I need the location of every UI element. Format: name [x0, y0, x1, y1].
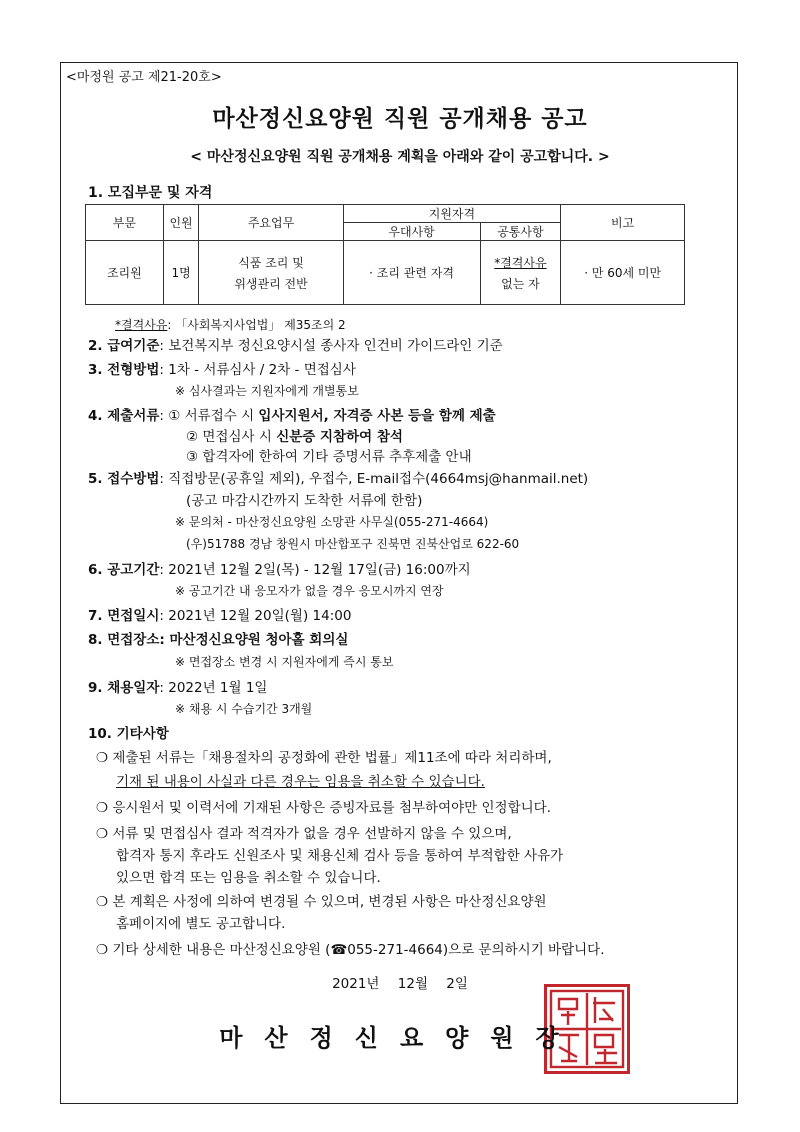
contact-info: ※ 문의처 - 마산정신요양원 소망관 사무실(055-271-4664) — [175, 515, 489, 529]
section-10-title: 10. 기타사항 — [88, 726, 169, 742]
document-subtitle: < 마산정신요양원 직원 공개채용 계획을 아래와 같이 공고합니다. > — [190, 149, 610, 165]
section-8: 8. 면접장소: 마산정신요양원 청아홀 회의실 — [88, 632, 349, 648]
misc-item-5: ❍ 기타 상세한 내용은 마산정신요양원 (☎055-271-4664)으로 문의하시기 바랍니다. — [96, 942, 605, 958]
cell-preferred: · 조리 관련 자격 — [343, 241, 480, 305]
organization-name: 마산정신요양원장 — [219, 1024, 581, 1052]
cell-common: *결격사유 없는 자 — [480, 241, 561, 305]
misc-item-3-cont: 합격자 통지 후라도 신원조사 및 채용신체 검사 등을 통하여 부적합한 사유가 — [116, 848, 564, 864]
section-4-item-2: ② 면접심사 시 신분증 지참하여 참석 — [186, 429, 403, 445]
section-3-note: ※ 심사결과는 지원자에게 개별통보 — [175, 384, 359, 398]
misc-item-4: ❍ 본 계획은 사정에 의하여 변경될 수 있으며, 변경된 사항은 마산정신요양원 — [96, 894, 547, 910]
section-9: 9. 채용일자: 2022년 1월 1일 — [88, 680, 268, 696]
misc-item-3: ❍ 서류 및 면접심사 결과 적격자가 없을 경우 선발하지 않을 수 있으며, — [96, 826, 512, 842]
document-title: 마산정신요양원 직원 공개채용 공고 — [212, 106, 588, 132]
header-duty: 주요업무 — [199, 205, 343, 241]
misc-item-3-cont-2: 있으면 합격 또는 임용을 취소할 수 있습니다. — [116, 870, 381, 886]
section-2: 2. 급여기준: 보건복지부 정신요양시설 종사자 인건비 가이드라인 기준 — [88, 338, 503, 354]
header-count: 인원 — [163, 205, 199, 241]
disqualification-footnote: *결격사유: 「사회복지사업법」 제35조의 2 — [115, 318, 346, 332]
section-7: 7. 면접일시: 2021년 12월 20일(월) 14:00 — [88, 608, 352, 624]
header-note: 비고 — [561, 205, 685, 241]
section-5: 5. 접수방법: 직접방문(공휴일 제외), 우접수, E-mail접수(4664msj@hanmail.net) — [88, 471, 589, 487]
section-1-title: 1. 모집부문 및 자격 — [88, 185, 213, 201]
section-6: 6. 공고기간: 2021년 12월 2일(목) - 12월 17일(금) 16:00까지 — [88, 562, 471, 578]
section-4-item-3: ③ 합격자에 한하여 기타 증명서류 추후제출 안내 — [186, 449, 472, 465]
misc-item-4-cont: 홈페이지에 별도 공고합니다. — [116, 916, 286, 932]
cell-count: 1명 — [163, 241, 199, 305]
header-common: 공통사항 — [480, 223, 561, 241]
cell-dept: 조리원 — [86, 241, 164, 305]
notice-number: <마정원 공고 제21-20호> — [66, 70, 222, 85]
section-9-note: ※ 채용 시 수습기간 3개월 — [175, 702, 313, 716]
cell-note: · 만 60세 미만 — [561, 241, 685, 305]
section-4: 4. 제출서류: ① 서류접수 시 입사지원서, 자격증 사본 등을 함께 제출 — [88, 408, 496, 424]
misc-item-1: ❍ 제출된 서류는「채용절차의 공정화에 관한 법률」제11조에 따라 처리하며, — [96, 750, 552, 766]
section-8-note: ※ 면접장소 변경 시 지원자에게 즉시 통보 — [175, 655, 394, 669]
header-preferred: 우대사항 — [343, 223, 480, 241]
cell-duty: 식품 조리 및 위생관리 전반 — [199, 241, 343, 305]
section-3: 3. 전형방법: 1차 - 서류심사 / 2차 - 면접심사 — [88, 362, 356, 378]
header-qualification: 지원자격 — [343, 205, 561, 223]
section-5-note: (공고 마감시간까지 도착한 서류에 한함) — [186, 493, 423, 509]
requirements-table — [85, 204, 685, 305]
section-6-note: ※ 공고기간 내 응모자가 없을 경우 응모시까지 연장 — [175, 584, 444, 598]
announcement-date: 2021년 12월 2일 — [332, 976, 468, 992]
header-dept: 부문 — [86, 205, 164, 241]
misc-item-1-cont: 기재 된 내용이 사실과 다른 경우는 임용을 취소할 수 있습니다. — [116, 774, 485, 790]
address: (우)51788 경남 창원시 마산합포구 진북면 진북산업로 622-60 — [186, 537, 520, 551]
misc-item-2: ❍ 응시원서 및 이력서에 기재된 사항은 증빙자료를 첨부하여야만 인정합니다. — [96, 800, 551, 816]
